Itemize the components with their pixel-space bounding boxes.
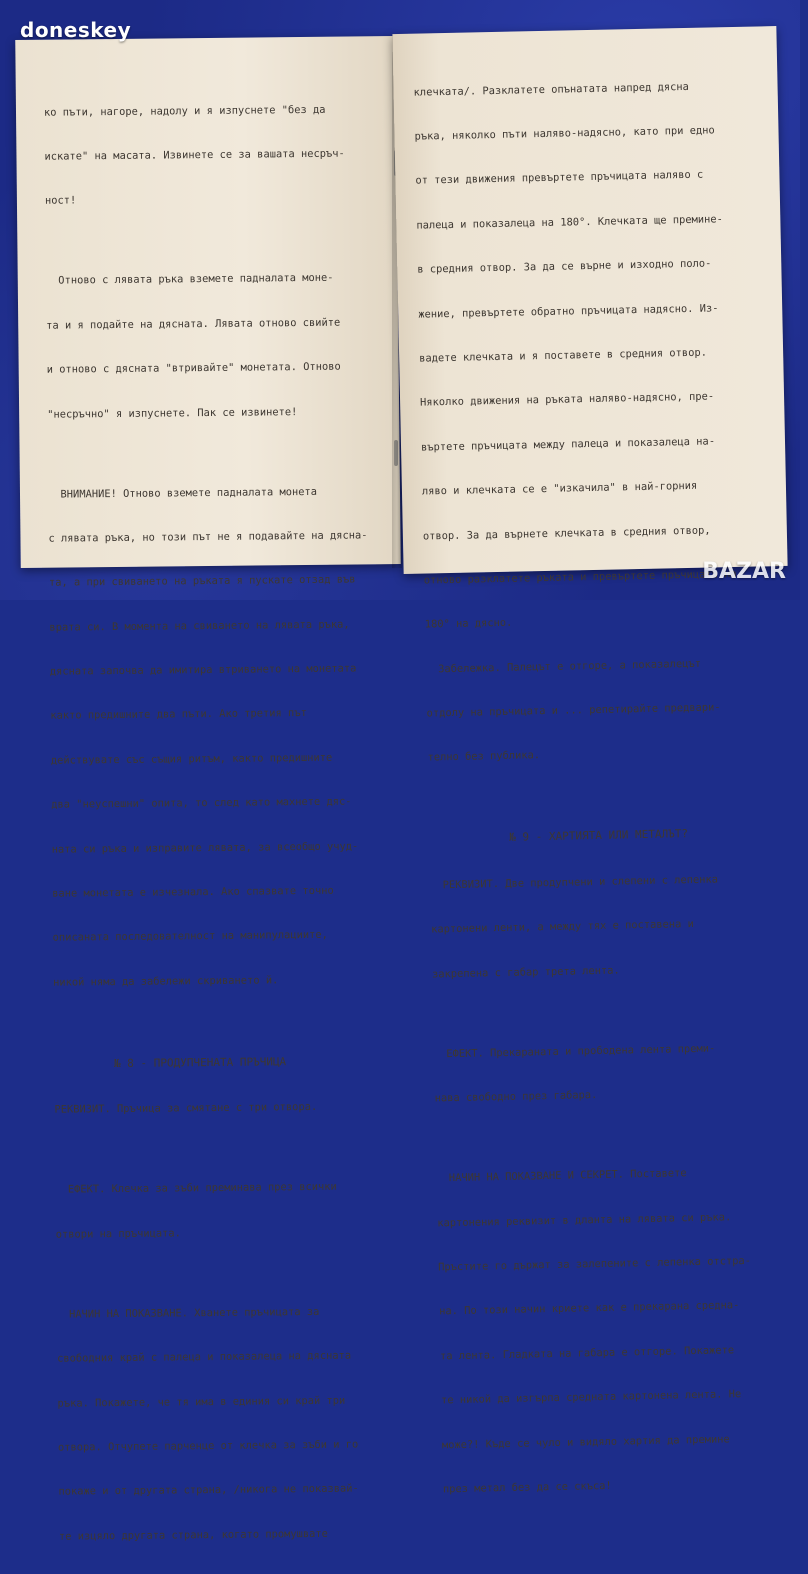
text-line: картонени ленти, а между тях е поставена и	[431, 918, 694, 936]
text-line: нава свободно през габара.	[434, 1089, 598, 1105]
text-line: описаната последователност на манипулациите,	[52, 929, 328, 945]
text-line: палеца и показалеца на 180°. Клечката ще премине-	[416, 212, 723, 232]
staple	[394, 440, 398, 466]
text-line: отдолу на пръчицата и ... репетирайте предвари-	[426, 701, 721, 720]
text-line: както предишните два пъти. Ако третия път	[50, 707, 307, 723]
text-line: ко пъти, нагоре, надолу и я изпуснете "без да	[43, 103, 326, 119]
text-line: вадете клечката и я поставете в средния отвор.	[419, 346, 708, 365]
text-line: дясната започва да имитира втриването на монетата	[49, 662, 357, 678]
text-line: в средния отвор. За да се върне и изходно поло-	[417, 257, 712, 276]
text-line: и отново с дясната "втривайте" монетата. Отново	[46, 360, 341, 376]
text-line: свободния край с палеца и показалеца на дясната	[56, 1349, 352, 1365]
text-line: отново разклатете ръката и превъртете пръчицата на	[423, 567, 737, 587]
right-page-text	[413, 49, 757, 1527]
text-line: те изцяло другата страна, когато промушвате	[58, 1527, 328, 1543]
text-line: Няколко движения на ръката наляво-надясно, пре-	[419, 390, 715, 409]
right-page	[392, 26, 787, 1496]
text-line: те никой да изгърпа средната картонена лента. Не	[440, 1388, 742, 1407]
text-line: ляво и клечката се е "изкачила" в най-горния	[421, 479, 698, 498]
text-line: отвори на пръчицата.	[55, 1227, 181, 1241]
text-line: ръка, няколко пъти наляво-надясно, като при едно	[414, 124, 715, 143]
watermark-doneskey: doneskey	[20, 18, 132, 42]
text-line: РЕКВИЗИТ. Две продупчени и слепени с лепенка	[430, 873, 719, 892]
left-page-text	[44, 72, 379, 1573]
text-line: ната си ръка и изправите лявата, за всеобщо учуд-	[51, 840, 359, 856]
text-line: Забележка. Палецът е отгоре, а показалецът	[425, 657, 702, 676]
text-line: ност!	[44, 194, 77, 208]
text-line: картонения реквизит в дланта на лявата си ръка.	[437, 1210, 732, 1229]
text-line: РЕКВИЗИТ. Пръчица за смятане с три отвора.	[54, 1101, 318, 1117]
section-8-title: № 8 - ПРОДУПЧЕНАТА ПРЪЧИЦА	[113, 1055, 287, 1070]
text-line: с лявата ръка, но този път не я подавайте на дясна-	[48, 529, 368, 545]
text-line: телно без публика.	[427, 749, 541, 764]
text-line: отвор. За да върнете клечката в средния отвор,	[422, 524, 711, 543]
text-line: закрепена с габар трета лента.	[431, 964, 620, 981]
text-line: ЕФЕКТ. Клечка за зъби преминава през всички	[55, 1181, 337, 1197]
text-line: въртете пръчицата между палеца и показалеца на-	[420, 435, 716, 454]
text-line: та лента. Гладката на габара е отгоре. Покажете	[439, 1343, 735, 1363]
text-line: НАЧИН НА ПОКАЗВАНЕ И СЕКРЕТ. Поставете	[436, 1167, 687, 1185]
text-line: Пръстите го държат за залепените с лепенка отстра-	[438, 1254, 752, 1274]
text-line: ЕФЕКТ. Прекараната и прободена лента преми-	[433, 1042, 716, 1061]
text-line: НАЧИН НА ПОКАЗВАНЕ. Хванете пръчицата за	[56, 1305, 320, 1321]
text-line: ВНИМАНИЕ! Отново вземете падналата монета	[47, 485, 318, 501]
bazar-logo: BAZAR	[702, 559, 786, 584]
section-9-title: № 9 - ХАРТИЯТА ИЛИ МЕТАЛЪТ?	[509, 827, 689, 845]
text-line: та, а при свиването на ръката я пускате отзад във	[48, 573, 356, 589]
left-page	[15, 36, 401, 1543]
text-line: врата си. В момента на свиването на лявата ръка,	[49, 618, 350, 634]
text-line: ване монетата е изчезнала. Ако спазвате точно	[52, 884, 334, 900]
text-line: може?! Къде се чуло и видяло хартия да премине	[441, 1432, 730, 1451]
text-line: Отново с лявата ръка вземете падналата моне-	[45, 272, 334, 288]
text-line: покаже и от другата страна, /никога не показвай-	[58, 1482, 359, 1498]
text-line: ръка. Покажете, че тя има в единия си край три	[57, 1394, 346, 1410]
text-line: на. По този начин криете как е прекарана средна-	[439, 1299, 740, 1318]
text-line: от тези движения превъртете пръчицата наляво с	[415, 168, 704, 188]
text-line: отвора. Отчупете парченце от клечка за зъби и го	[57, 1438, 359, 1454]
text-line: "несръчно" я изпуснете. Пак се извинете!	[47, 405, 298, 421]
text-line: 180° на дясно.	[424, 616, 513, 631]
text-line: два "неуспешни" опита, то след като махнете дяс-	[51, 795, 352, 811]
text-line: през метал без да се скъса!	[442, 1479, 612, 1496]
text-line: никой няма да забележи скриването й.	[53, 974, 279, 989]
text-line: клечката/. Разклатете опънатата напред дясна	[413, 80, 689, 99]
text-line: действувате със същия ритъм, както предишните	[50, 751, 333, 767]
text-line: та и я подайте на дясната. Лявата отново свийте	[46, 316, 341, 332]
text-line: жение, превъртете обратно пръчицата надясно. Из-	[418, 301, 719, 321]
text-line: искате" на масата. Извинете се за вашата несръч-	[44, 147, 345, 163]
